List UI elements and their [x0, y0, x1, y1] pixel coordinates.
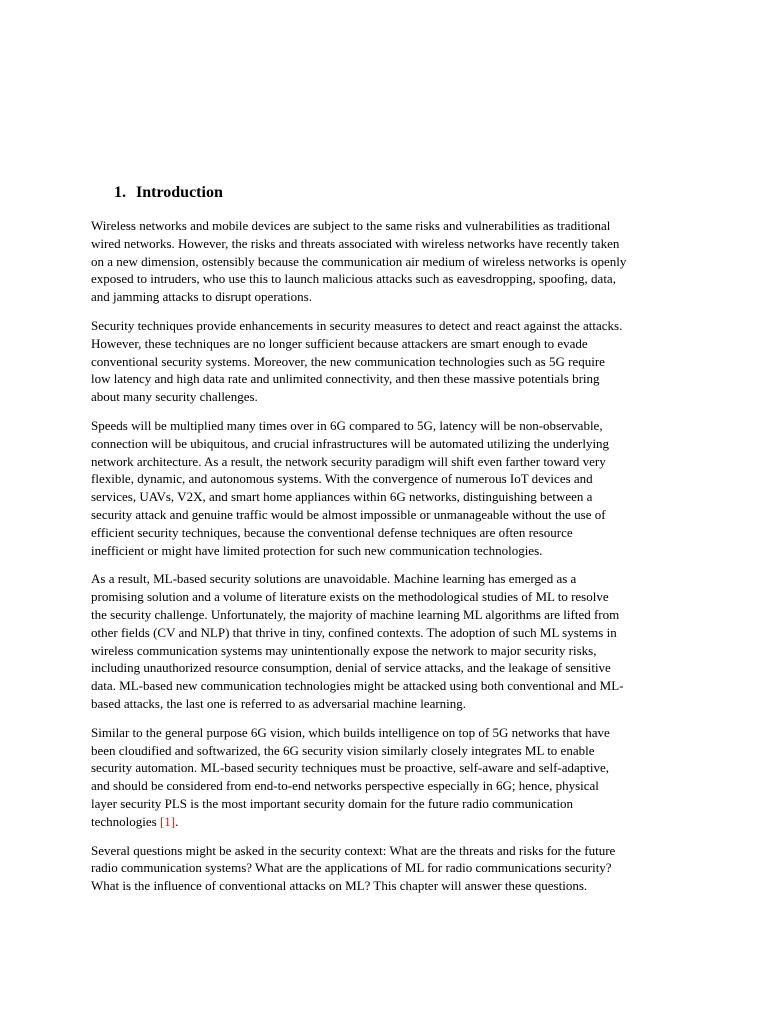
text-line: technologies [91, 813, 160, 829]
text-line: and jamming attacks to disrupt operations. [91, 289, 312, 305]
text-line: about many security challenges. [91, 389, 258, 405]
text-line: layer security PLS is the most important security domain for the future radio communication [91, 795, 573, 811]
text-line: Security techniques provide enhancements in security measures to detect and react against the attacks. [91, 317, 623, 333]
text-line: and should be considered from end-to-end networks perspective especially in 6G; hence, physical [91, 778, 599, 794]
text-line: the security challenge. Unfortunately, the majority of machine learning ML algorithms are lifted from [91, 606, 620, 622]
citation-link[interactable]: [1] [159, 813, 176, 829]
body-text [91, 217, 673, 906]
section-title: Introduction [136, 184, 223, 201]
text-line: However, these techniques are no longer sufficient because attackers are smart enough to evade [91, 335, 588, 351]
text-line: network architecture. As a result, the network security paradigm will shift even farther toward very [91, 453, 606, 469]
text-line: including unauthorized resource consumption, denial of service attacks, and the leakage of sensitive [91, 660, 611, 676]
text-line: inefficient or might have limited protection for such new communication technologies. [91, 542, 543, 558]
text-line: on a new dimension, ostensibly because the communication air medium of wireless networks is openly [91, 253, 627, 269]
text-line: based attacks, the last one is referred to as adversarial machine learning. [91, 695, 467, 711]
paragraph-6 [91, 842, 673, 895]
text-line: Wireless networks and mobile devices are subject to the same risks and vulnerabilities as traditional [91, 218, 611, 233]
text-line: Speeds will be multiplied many times over in 6G compared to 5G, latency will be non-observable, [91, 417, 603, 433]
text-line: security automation. ML-based security techniques must be proactive, self-aware and self-adaptive, [91, 760, 610, 776]
paragraph-4 [91, 570, 673, 712]
text-line: Similar to the general purpose 6G vision, which builds intelligence on top of 5G networks that have [91, 724, 610, 740]
text-line: conventional security systems. Moreover, the new communication technologies such as 5G require [91, 353, 605, 369]
text-line: services, UAVs, V2X, and smart home appliances within 6G networks, distinguishing between a [91, 489, 593, 505]
text-line: What is the influence of conventional attacks on ML? This chapter will answer these questions. [91, 878, 588, 894]
paragraph-3 [91, 417, 673, 559]
text-line: wireless communication systems may unintentionally expose the network to major security risks, [91, 642, 597, 658]
text-line: connection will be ubiquitous, and crucial infrastructures will be automated utilizing the underlying [91, 435, 610, 451]
text-line: flexible, dynamic, and autonomous systems. With the convergence of numerous IoT devices and [91, 471, 593, 487]
text-line: low latency and high data rate and unlimited connectivity, and then these massive potentials bring [91, 371, 600, 387]
text-line-end: . [175, 813, 179, 829]
text-line: data. ML-based new communication technologies might be attacked using both conventional and ML- [91, 678, 624, 694]
text-line: other fields (CV and NLP) that thrive in tiny, confined contexts. The adoption of such ML systems in [91, 624, 617, 640]
paragraph-2 [91, 317, 673, 406]
paragraph-5 [91, 724, 673, 831]
text-line: promising solution and a volume of literature exists on the methodological studies of ML to resolve [91, 589, 609, 605]
paragraph-1 [91, 217, 673, 306]
text-line: As a result, ML-based security solutions are unavoidable. Machine learning has emerged as a [91, 571, 577, 587]
section-heading [114, 183, 223, 203]
text-line: exposed to intruders, who use this to launch malicious attacks such as eavesdropping, spoofing, data, [91, 271, 616, 287]
text-line: been cloudified and softwarized, the 6G security vision similarly closely integrates ML to enable [91, 742, 595, 758]
text-line: efficient security techniques, because the conventional defense techniques are often resource [91, 524, 573, 540]
text-line: security attack and genuine traffic would be almost impossible or unmanageable without the use of [91, 506, 606, 522]
text-line: radio communication systems? What are the applications of ML for radio communications security? [91, 860, 612, 876]
text-line: Several questions might be asked in the security context: What are the threats and risks for the future [91, 842, 616, 858]
text-line: wired networks. However, the risks and threats associated with wireless networks have recently taken [91, 235, 620, 251]
section-number: 1. [114, 184, 126, 201]
